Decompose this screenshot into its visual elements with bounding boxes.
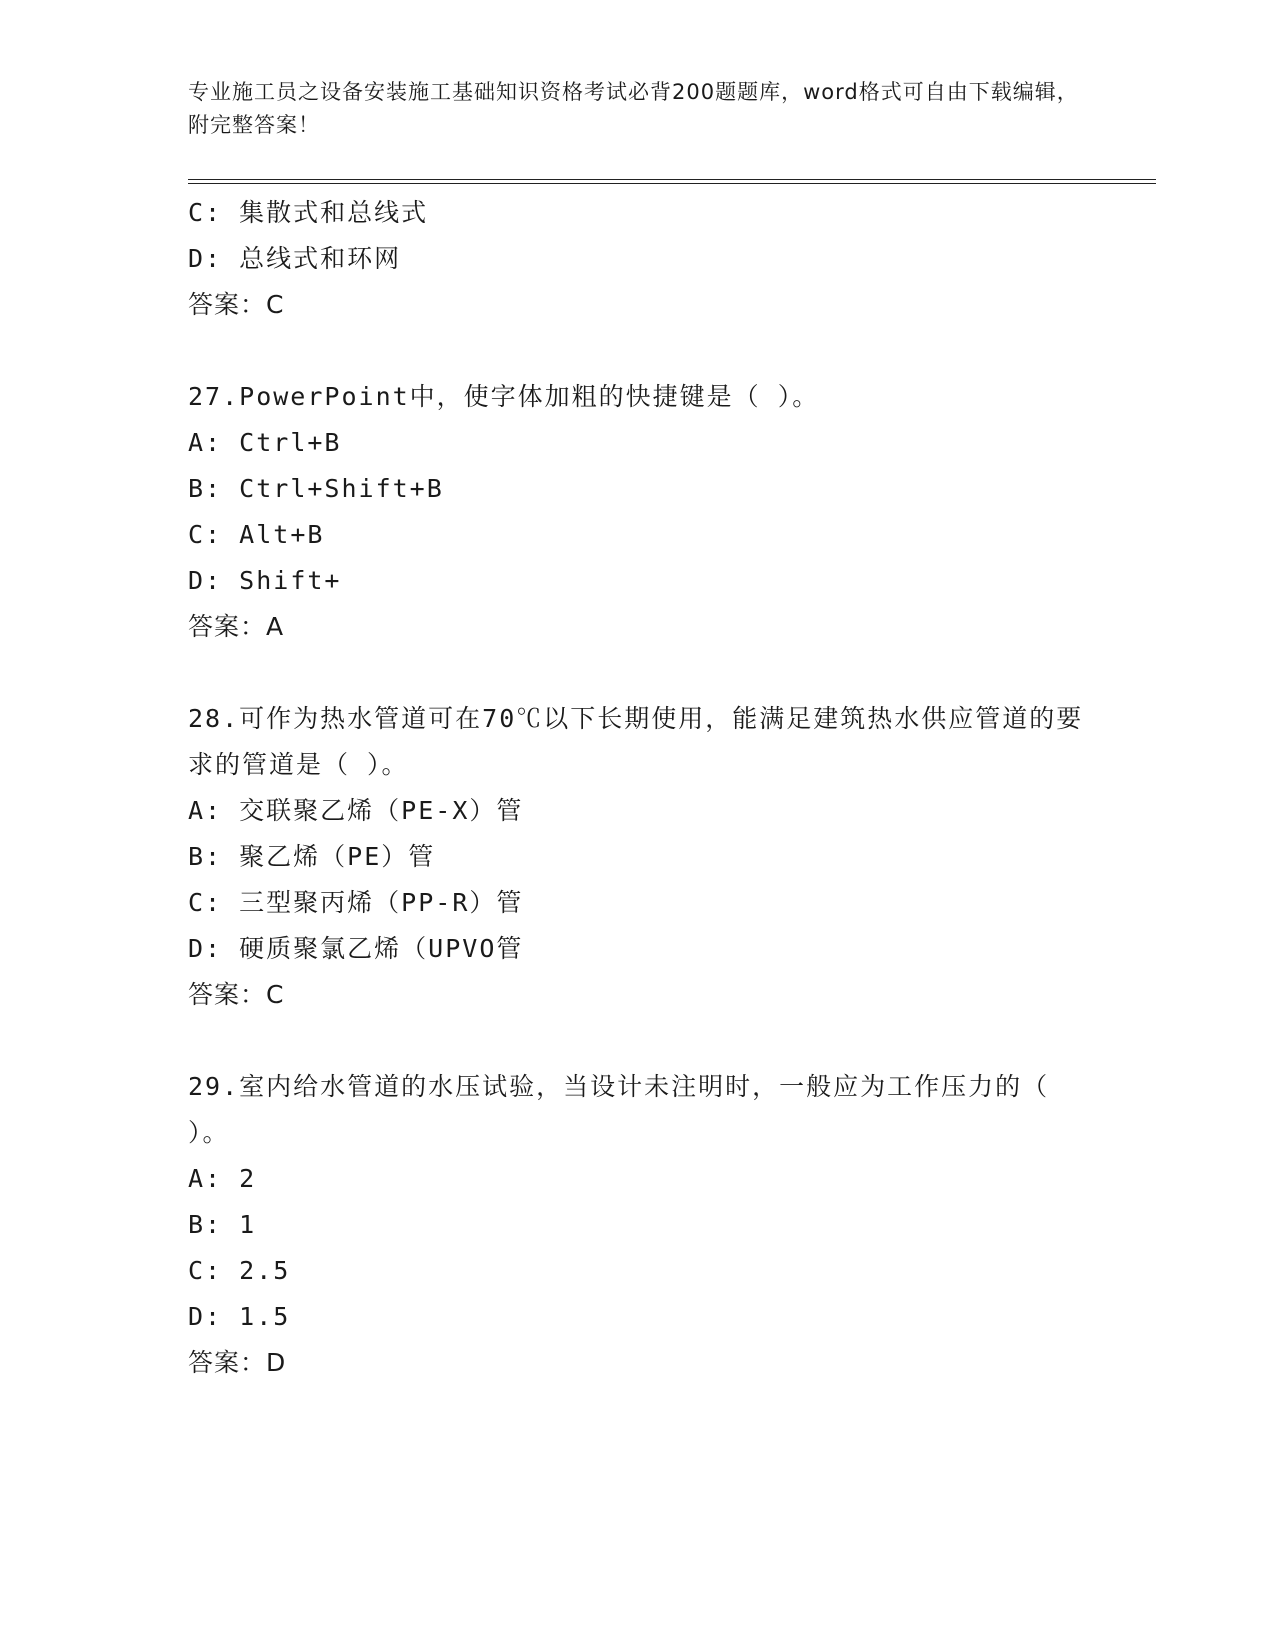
option-line xyxy=(188,1156,1088,1202)
option-label: D: xyxy=(188,244,223,273)
option-line xyxy=(188,236,1088,282)
question-spacer xyxy=(188,1018,1088,1064)
option-text: Ctrl+Shift+B xyxy=(239,474,444,503)
option-label: A: xyxy=(188,796,223,825)
option-text: 三型聚丙烯（PP-R）管 xyxy=(239,888,524,917)
option-text: Shift+ xyxy=(239,566,342,595)
question-content xyxy=(188,190,1088,1386)
question-spacer xyxy=(188,328,1088,374)
option-line xyxy=(188,834,1088,880)
option-label: C: xyxy=(188,520,223,549)
option-label: D: xyxy=(188,1302,223,1331)
question-spacer xyxy=(188,650,1088,696)
option-label: B: xyxy=(188,474,223,503)
question-text: 27.PowerPoint中，使字体加粗的快捷键是（ ）。 xyxy=(188,382,820,411)
option-line xyxy=(188,466,1088,512)
question-text: 29.室内给水管道的水压试验，当设计未注明时，一般应为工作压力的（ ）。 xyxy=(188,1072,1067,1147)
option-line xyxy=(188,420,1088,466)
option-label: A: xyxy=(188,428,223,457)
option-line xyxy=(188,1248,1088,1294)
option-text: 集散式和总线式 xyxy=(239,198,429,227)
option-text: 1 xyxy=(239,1210,257,1239)
option-text: 交联聚乙烯（PE-X）管 xyxy=(239,796,524,825)
option-line xyxy=(188,1294,1088,1340)
option-line xyxy=(188,1202,1088,1248)
option-text: Alt+B xyxy=(239,520,325,549)
answer-line: 答案：C xyxy=(188,980,285,1009)
option-text: 1.5 xyxy=(239,1302,291,1331)
option-text: Ctrl+B xyxy=(239,428,342,457)
option-label: C: xyxy=(188,888,223,917)
option-line xyxy=(188,558,1088,604)
option-line xyxy=(188,788,1088,834)
header-divider-top xyxy=(188,179,1156,180)
option-line xyxy=(188,880,1088,926)
option-text: 总线式和环网 xyxy=(239,244,402,273)
option-line xyxy=(188,190,1088,236)
option-label: A: xyxy=(188,1164,223,1193)
option-label: D: xyxy=(188,934,223,963)
option-label: B: xyxy=(188,1210,223,1239)
option-text: 硬质聚氯乙烯（UPVO管 xyxy=(239,934,524,963)
option-label: B: xyxy=(188,842,223,871)
document-header-title: 专业施工员之设备安装施工基础知识资格考试必背200题题库，word格式可自由下载编辑，附完整答案！ xyxy=(188,80,1079,137)
answer-line: 答案：C xyxy=(188,290,285,319)
answer-line: 答案：A xyxy=(188,612,285,641)
header-divider-bottom xyxy=(188,183,1156,184)
question-text: 28.可作为热水管道可在70℃以下长期使用，能满足建筑热水供应管道的要求的管道是（ ）。 xyxy=(188,704,1084,779)
option-label: C: xyxy=(188,1256,223,1285)
option-line xyxy=(188,926,1088,972)
option-text: 2.5 xyxy=(239,1256,291,1285)
option-text: 2 xyxy=(239,1164,257,1193)
option-text: 聚乙烯（PE）管 xyxy=(239,842,436,871)
option-line xyxy=(188,512,1088,558)
option-label: D: xyxy=(188,566,223,595)
answer-line: 答案：D xyxy=(188,1348,287,1377)
option-label: C: xyxy=(188,198,223,227)
